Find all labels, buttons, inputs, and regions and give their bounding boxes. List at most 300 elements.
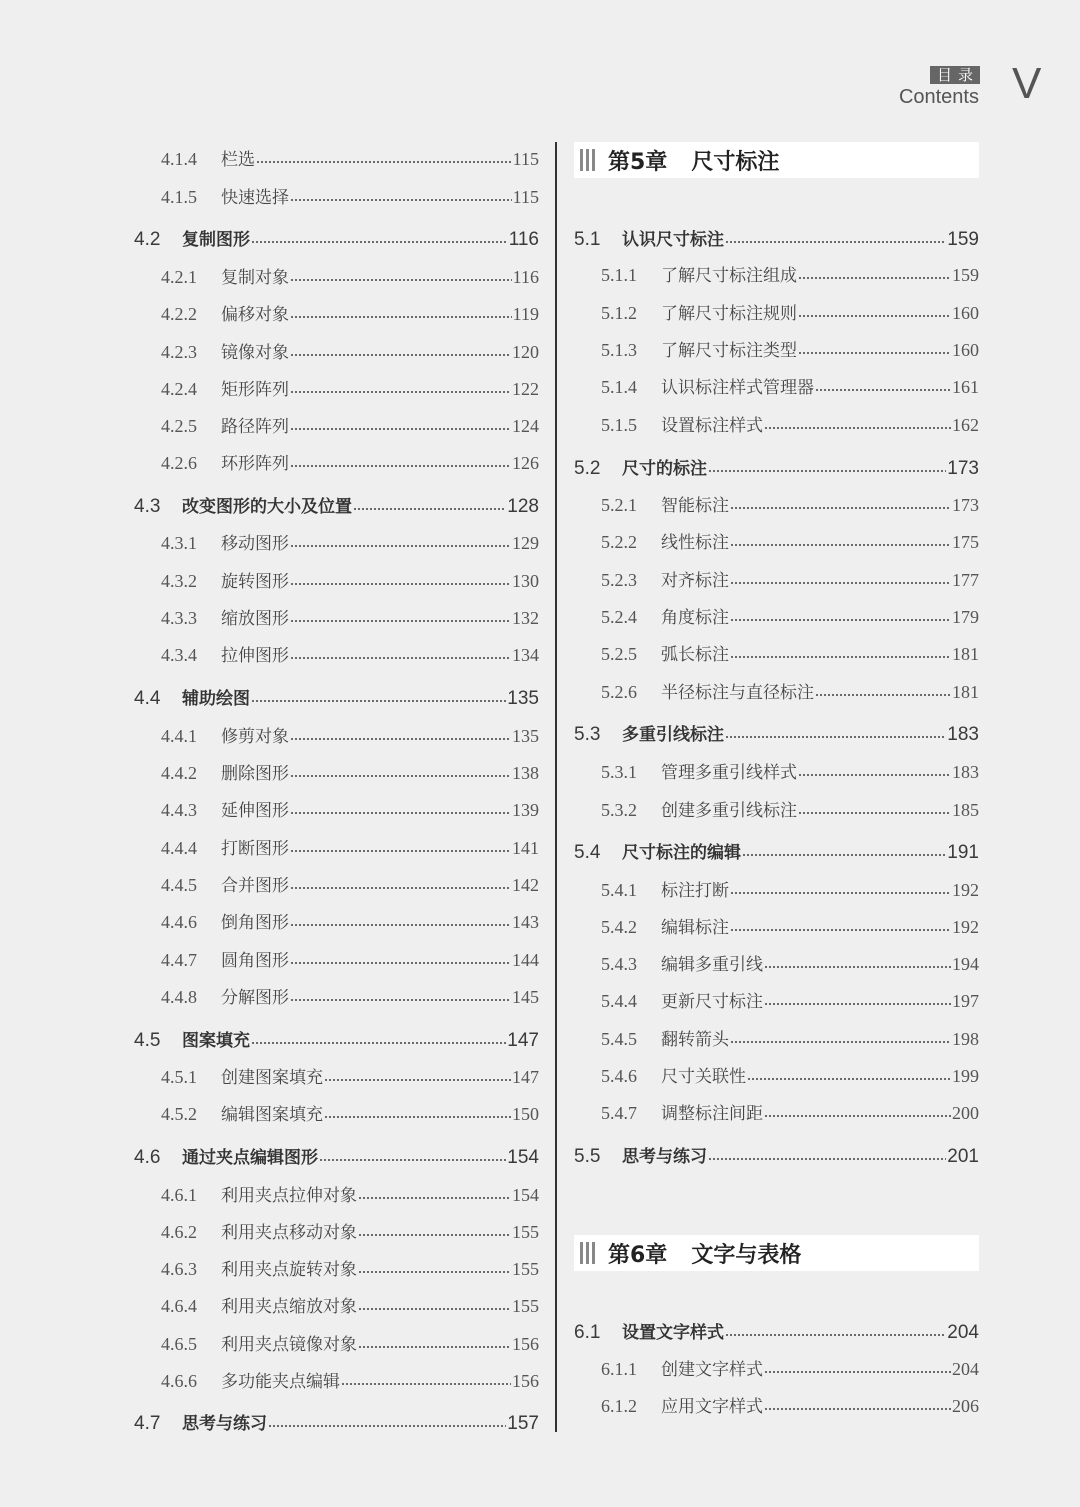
- toc-section-entry: [574, 1318, 979, 1344]
- entry-page: 194: [952, 954, 979, 974]
- entry-title: 删除图形: [221, 764, 289, 784]
- dot-leader: [730, 581, 951, 585]
- entry-title: 了解尺寸标注规则: [661, 304, 797, 324]
- entry-number: 4.2: [134, 229, 161, 250]
- entry-page: 181: [952, 682, 979, 702]
- toc-subsection-entry: [161, 759, 539, 784]
- entry-number: 4.4.2: [161, 763, 197, 783]
- toc-subsection-entry: [161, 1218, 539, 1243]
- toc-subsection-entry: [601, 603, 979, 628]
- toc-subsection-entry: [161, 604, 539, 629]
- entry-page: 192: [952, 917, 979, 937]
- entry-title: 设置标注样式: [661, 416, 763, 436]
- entry-number: 4.5: [134, 1030, 161, 1051]
- entry-page: 199: [952, 1066, 979, 1086]
- entry-number: 4.5.2: [161, 1104, 197, 1124]
- entry-title: 拉伸图形: [221, 646, 289, 666]
- entry-number: 4.6: [134, 1147, 161, 1168]
- entry-page: 115: [512, 149, 539, 169]
- entry-page: 122: [512, 379, 539, 399]
- entry-title: 复制对象: [221, 268, 289, 288]
- dot-leader: [290, 582, 511, 586]
- dot-leader: [730, 1040, 951, 1044]
- toc-subsection-entry: [161, 1181, 539, 1206]
- dot-leader: [290, 811, 511, 815]
- dot-leader: [290, 198, 512, 202]
- entry-title: 倒角图形: [221, 913, 289, 933]
- entry-title: 分解图形: [221, 988, 289, 1008]
- toc-subsection-entry: [161, 183, 539, 208]
- entry-page: 145: [512, 987, 539, 1007]
- entry-number: 4.1.5: [161, 187, 197, 207]
- entry-number: 5.1: [574, 229, 601, 250]
- entry-page: 154: [512, 1185, 539, 1205]
- entry-title: 打断图形: [221, 839, 289, 859]
- entry-title: 创建图案填充: [221, 1068, 323, 1088]
- entry-number: 4.6.4: [161, 1296, 197, 1316]
- entry-page: 134: [512, 645, 539, 665]
- dot-leader: [730, 506, 951, 510]
- toc-subsection-entry: [601, 491, 979, 516]
- entry-page: 155: [512, 1259, 539, 1279]
- dot-leader: [290, 849, 511, 853]
- entry-number: 6.1.2: [601, 1396, 637, 1416]
- entry-number: 5.4.1: [601, 880, 637, 900]
- entry-number: 5.3.2: [601, 800, 637, 820]
- toc-section-entry: [574, 454, 979, 480]
- dot-leader: [290, 961, 511, 965]
- entry-page: 132: [512, 608, 539, 628]
- entry-title: 翻转箭头: [661, 1030, 729, 1050]
- entry-page: 159: [947, 229, 979, 250]
- entry-title: 半径标注与直径标注: [661, 683, 814, 703]
- dot-leader: [798, 811, 951, 815]
- entry-number: 4.4.3: [161, 800, 197, 820]
- entry-title: 创建多重引线标注: [661, 801, 797, 821]
- toc-section-entry: [574, 1142, 979, 1168]
- toc-subsection-entry: [161, 983, 539, 1008]
- entry-title: 思考与练习: [622, 1147, 707, 1167]
- entry-number: 6.1.1: [601, 1359, 637, 1379]
- dot-leader: [290, 923, 511, 927]
- entry-title: 尺寸关联性: [661, 1067, 746, 1087]
- chapter-5-heading: [574, 142, 979, 178]
- dot-leader: [256, 160, 512, 164]
- dot-leader: [358, 1233, 511, 1237]
- section-label-en: Contents: [898, 86, 979, 108]
- entry-page: 200: [952, 1103, 979, 1123]
- dot-leader: [290, 656, 511, 660]
- entry-title: 多功能夹点编辑: [221, 1372, 340, 1392]
- entry-number: 4.2.3: [161, 342, 197, 362]
- dot-leader: [764, 1407, 951, 1411]
- entry-page: 116: [512, 267, 539, 287]
- entry-page: 138: [512, 763, 539, 783]
- dot-leader: [251, 699, 506, 703]
- toc-subsection-entry: [601, 1099, 979, 1124]
- toc-section-entry: [134, 1026, 539, 1052]
- entry-title: 缩放图形: [221, 609, 289, 629]
- toc-subsection-entry: [161, 567, 539, 592]
- dot-leader: [764, 1370, 951, 1374]
- toc-subsection-entry: [161, 641, 539, 666]
- toc-subsection-entry: [161, 796, 539, 821]
- entry-title: 矩形阵列: [221, 380, 289, 400]
- entry-page: 192: [952, 880, 979, 900]
- entry-number: 4.5.1: [161, 1067, 197, 1087]
- entry-page: 154: [507, 1147, 539, 1168]
- entry-title: 复制图形: [182, 230, 250, 250]
- entry-page: 128: [507, 496, 539, 517]
- entry-title: 图案填充: [182, 1031, 250, 1051]
- entry-title: 环形阵列: [221, 454, 289, 474]
- entry-page: 173: [947, 458, 979, 479]
- entry-number: 4.2.1: [161, 267, 197, 287]
- entry-title: 延伸图形: [221, 801, 289, 821]
- dot-leader: [290, 278, 512, 282]
- toc-section-entry: [134, 684, 539, 710]
- entry-page: 177: [952, 570, 979, 590]
- entry-page: 135: [512, 726, 539, 746]
- dot-leader: [725, 1333, 946, 1337]
- entry-number: 5.1.4: [601, 377, 637, 397]
- entry-title: 镜像对象: [221, 343, 289, 363]
- entry-number: 5.2.6: [601, 682, 637, 702]
- toc-subsection-entry: [601, 640, 979, 665]
- chapter-bars-icon: [580, 1242, 598, 1264]
- toc-subsection-entry: [601, 1062, 979, 1087]
- entry-title: 合并图形: [221, 876, 289, 896]
- entry-page: 142: [512, 875, 539, 895]
- dot-leader: [324, 1115, 511, 1119]
- entry-page: 144: [512, 950, 539, 970]
- toc-subsection-entry: [161, 1292, 539, 1317]
- entry-number: 5.1.1: [601, 265, 637, 285]
- entry-title: 修剪对象: [221, 727, 289, 747]
- dot-leader: [708, 469, 946, 473]
- entry-page: 157: [507, 1413, 539, 1434]
- entry-number: 4.3.1: [161, 533, 197, 553]
- toc-subsection-entry: [601, 758, 979, 783]
- entry-page: 162: [952, 415, 979, 435]
- entry-number: 4.6.1: [161, 1185, 197, 1205]
- dot-leader: [324, 1078, 511, 1082]
- entry-title: 尺寸标注的编辑: [622, 843, 741, 863]
- toc-subsection-entry: [161, 1063, 539, 1088]
- entry-number: 5.1.2: [601, 303, 637, 323]
- dot-leader: [358, 1196, 511, 1200]
- dot-leader: [730, 618, 951, 622]
- entry-page: 160: [952, 303, 979, 323]
- toc-subsection-entry: [601, 566, 979, 591]
- entry-title: 管理多重引线样式: [661, 763, 797, 783]
- dot-leader: [815, 388, 951, 392]
- dot-leader: [290, 737, 511, 741]
- entry-number: 5.1.3: [601, 340, 637, 360]
- toc-subsection-entry: [161, 145, 539, 170]
- entry-title: 尺寸的标注: [622, 459, 707, 479]
- entry-page: 143: [512, 912, 539, 932]
- toc-subsection-entry: [161, 1100, 539, 1125]
- entry-number: 4.4.4: [161, 838, 197, 858]
- toc-subsection-entry: [601, 261, 979, 286]
- entry-page: 201: [947, 1146, 979, 1167]
- entry-title: 编辑图案填充: [221, 1105, 323, 1125]
- entry-page: 120: [512, 342, 539, 362]
- dot-leader: [290, 619, 511, 623]
- toc-subsection-entry: [161, 1255, 539, 1280]
- dot-leader: [290, 427, 511, 431]
- dot-leader: [730, 891, 951, 895]
- dot-leader: [798, 351, 951, 355]
- toc-section-entry: [134, 225, 539, 251]
- entry-number: 5.4.7: [601, 1103, 637, 1123]
- entry-title: 快速选择: [221, 188, 289, 208]
- entry-title: 利用夹点旋转对象: [221, 1260, 357, 1280]
- entry-title: 设置文字样式: [622, 1323, 724, 1343]
- toc-subsection-entry: [161, 300, 539, 325]
- entry-page: 175: [952, 532, 979, 552]
- entry-title: 编辑标注: [661, 918, 729, 938]
- toc-subsection-entry: [601, 411, 979, 436]
- entry-number: 4.2.4: [161, 379, 197, 399]
- toc-section-entry: [134, 1143, 539, 1169]
- entry-number: 5.4: [574, 842, 601, 863]
- entry-title: 改变图形的大小及位置: [182, 497, 352, 517]
- entry-number: 5.4.3: [601, 954, 637, 974]
- entry-number: 5.2: [574, 458, 601, 479]
- chapter-bars-icon: [580, 149, 598, 171]
- entry-number: 4.2.5: [161, 416, 197, 436]
- entry-number: 4.1.4: [161, 149, 197, 169]
- chapter-number: 第6章: [608, 1242, 668, 1268]
- toc-subsection-entry: [601, 678, 979, 703]
- dot-leader: [725, 735, 946, 739]
- entry-number: 4.4.7: [161, 950, 197, 970]
- entry-number: 4.4.8: [161, 987, 197, 1007]
- entry-number: 5.4.5: [601, 1029, 637, 1049]
- toc-subsection-entry: [161, 722, 539, 747]
- entry-page: 155: [512, 1222, 539, 1242]
- page-number: V: [1012, 59, 1042, 108]
- entry-number: 4.3.4: [161, 645, 197, 665]
- toc-section-entry: [574, 225, 979, 251]
- entry-title: 弧长标注: [661, 645, 729, 665]
- entry-title: 旋转图形: [221, 572, 289, 592]
- entry-title: 更新尺寸标注: [661, 992, 763, 1012]
- entry-title: 辅助绘图: [182, 689, 250, 709]
- entry-page: 150: [512, 1104, 539, 1124]
- dot-leader: [358, 1307, 511, 1311]
- dot-leader: [815, 693, 951, 697]
- dot-leader: [764, 965, 951, 969]
- toc-subsection-entry: [601, 796, 979, 821]
- dot-leader: [730, 543, 951, 547]
- entry-page: 204: [952, 1359, 979, 1379]
- entry-number: 4.2.2: [161, 304, 197, 324]
- entry-page: 139: [512, 800, 539, 820]
- entry-number: 4.7: [134, 1413, 161, 1434]
- toc-subsection-entry: [601, 987, 979, 1012]
- entry-page: 115: [512, 187, 539, 207]
- entry-page: 130: [512, 571, 539, 591]
- toc-subsection-entry: [161, 946, 539, 971]
- entry-page: 183: [947, 724, 979, 745]
- dot-leader: [730, 655, 951, 659]
- entry-title: 利用夹点缩放对象: [221, 1297, 357, 1317]
- toc-section-entry: [134, 1409, 539, 1435]
- entry-number: 4.4.5: [161, 875, 197, 895]
- entry-title: 创建文字样式: [661, 1360, 763, 1380]
- entry-title: 偏移对象: [221, 305, 289, 325]
- entry-page: 124: [512, 416, 539, 436]
- toc-subsection-entry: [161, 871, 539, 896]
- entry-title: 了解尺寸标注类型: [661, 341, 797, 361]
- entry-title: 利用夹点拉伸对象: [221, 1186, 357, 1206]
- entry-title: 线性标注: [661, 533, 729, 553]
- entry-page: 147: [512, 1067, 539, 1087]
- toc-subsection-entry: [161, 375, 539, 400]
- dot-leader: [358, 1270, 511, 1274]
- toc-subsection-entry: [601, 1025, 979, 1050]
- dot-leader: [290, 464, 511, 468]
- entry-page: 173: [952, 495, 979, 515]
- dot-leader: [290, 774, 511, 778]
- entry-page: 198: [952, 1029, 979, 1049]
- chapter-title: 文字与表格: [691, 1242, 802, 1268]
- chapter-title: 尺寸标注: [691, 149, 780, 175]
- entry-title: 利用夹点镜像对象: [221, 1335, 357, 1355]
- entry-number: 5.2.5: [601, 644, 637, 664]
- dot-leader: [290, 315, 512, 319]
- entry-page: 156: [512, 1371, 539, 1391]
- entry-title: 思考与练习: [182, 1414, 267, 1434]
- dot-leader: [319, 1158, 506, 1162]
- toc-subsection-entry: [161, 449, 539, 474]
- dot-leader: [290, 353, 511, 357]
- dot-leader: [730, 928, 951, 932]
- entry-number: 4.6.3: [161, 1259, 197, 1279]
- toc-subsection-entry: [601, 1355, 979, 1380]
- toc-subsection-entry: [161, 412, 539, 437]
- entry-title: 角度标注: [661, 608, 729, 628]
- entry-title: 圆角图形: [221, 951, 289, 971]
- entry-page: 147: [507, 1030, 539, 1051]
- toc-section-entry: [134, 492, 539, 518]
- toc-subsection-entry: [161, 908, 539, 933]
- toc-section-entry: [574, 720, 979, 746]
- dot-leader: [798, 314, 951, 318]
- entry-number: 4.3.2: [161, 571, 197, 591]
- toc-subsection-entry: [601, 1392, 979, 1417]
- entry-page: 141: [512, 838, 539, 858]
- entry-title: 智能标注: [661, 496, 729, 516]
- toc-subsection-entry: [601, 336, 979, 361]
- dot-leader: [798, 276, 951, 280]
- entry-title: 编辑多重引线: [661, 955, 763, 975]
- toc-subsection-entry: [161, 834, 539, 859]
- entry-number: 5.3.1: [601, 762, 637, 782]
- entry-number: 4.4: [134, 688, 161, 709]
- chapter-number: 第5章: [608, 149, 668, 175]
- entry-title: 调整标注间距: [661, 1104, 763, 1124]
- entry-number: 4.6.2: [161, 1222, 197, 1242]
- entry-page: 181: [952, 644, 979, 664]
- entry-page: 161: [952, 377, 979, 397]
- dot-leader: [708, 1157, 946, 1161]
- entry-title: 路径阵列: [221, 417, 289, 437]
- entry-page: 179: [952, 607, 979, 627]
- entry-number: 5.4.2: [601, 917, 637, 937]
- entry-title: 认识标注样式管理器: [661, 378, 814, 398]
- entry-number: 5.5: [574, 1146, 601, 1167]
- dot-leader: [798, 773, 951, 777]
- entry-number: 5.2.1: [601, 495, 637, 515]
- toc-subsection-entry: [601, 299, 979, 324]
- dot-leader: [251, 240, 508, 244]
- entry-title: 利用夹点移动对象: [221, 1223, 357, 1243]
- dot-leader: [764, 1114, 951, 1118]
- entry-number: 6.1: [574, 1322, 601, 1343]
- entry-title: 通过夹点编辑图形: [182, 1148, 318, 1168]
- entry-number: 4.4.1: [161, 726, 197, 746]
- entry-page: 204: [947, 1322, 979, 1343]
- toc-section-entry: [574, 838, 979, 864]
- entry-number: 4.3.3: [161, 608, 197, 628]
- toc-subsection-entry: [161, 1330, 539, 1355]
- column-divider: [555, 142, 557, 1432]
- entry-title: 了解尺寸标注组成: [661, 266, 797, 286]
- entry-number: 5.4.6: [601, 1066, 637, 1086]
- dot-leader: [764, 426, 951, 430]
- entry-number: 4.6.6: [161, 1371, 197, 1391]
- dot-leader: [353, 507, 506, 511]
- entry-title: 认识尺寸标注: [622, 230, 724, 250]
- toc-subsection-entry: [161, 1367, 539, 1392]
- entry-page: 126: [512, 453, 539, 473]
- entry-page: 191: [947, 842, 979, 863]
- toc-subsection-entry: [601, 913, 979, 938]
- entry-number: 4.3: [134, 496, 161, 517]
- entry-page: 206: [952, 1396, 979, 1416]
- entry-page: 129: [512, 533, 539, 553]
- entry-page: 160: [952, 340, 979, 360]
- entry-page: 119: [512, 304, 539, 324]
- dot-leader: [725, 240, 946, 244]
- dot-leader: [341, 1382, 511, 1386]
- toc-subsection-entry: [601, 876, 979, 901]
- entry-page: 183: [952, 762, 979, 782]
- entry-page: 135: [507, 688, 539, 709]
- entry-number: 5.3: [574, 724, 601, 745]
- entry-number: 5.2.3: [601, 570, 637, 590]
- entry-title: 对齐标注: [661, 571, 729, 591]
- toc-subsection-entry: [601, 528, 979, 553]
- entry-page: 185: [952, 800, 979, 820]
- entry-page: 116: [508, 229, 539, 250]
- toc-subsection-entry: [161, 263, 539, 288]
- chapter-6-heading: [574, 1235, 979, 1271]
- entry-number: 4.2.6: [161, 453, 197, 473]
- entry-number: 4.4.6: [161, 912, 197, 932]
- toc-subsection-entry: [601, 373, 979, 398]
- dot-leader: [268, 1424, 506, 1428]
- entry-page: 155: [512, 1296, 539, 1316]
- dot-leader: [251, 1041, 506, 1045]
- dot-leader: [742, 853, 946, 857]
- entry-number: 4.6.5: [161, 1334, 197, 1354]
- dot-leader: [290, 390, 511, 394]
